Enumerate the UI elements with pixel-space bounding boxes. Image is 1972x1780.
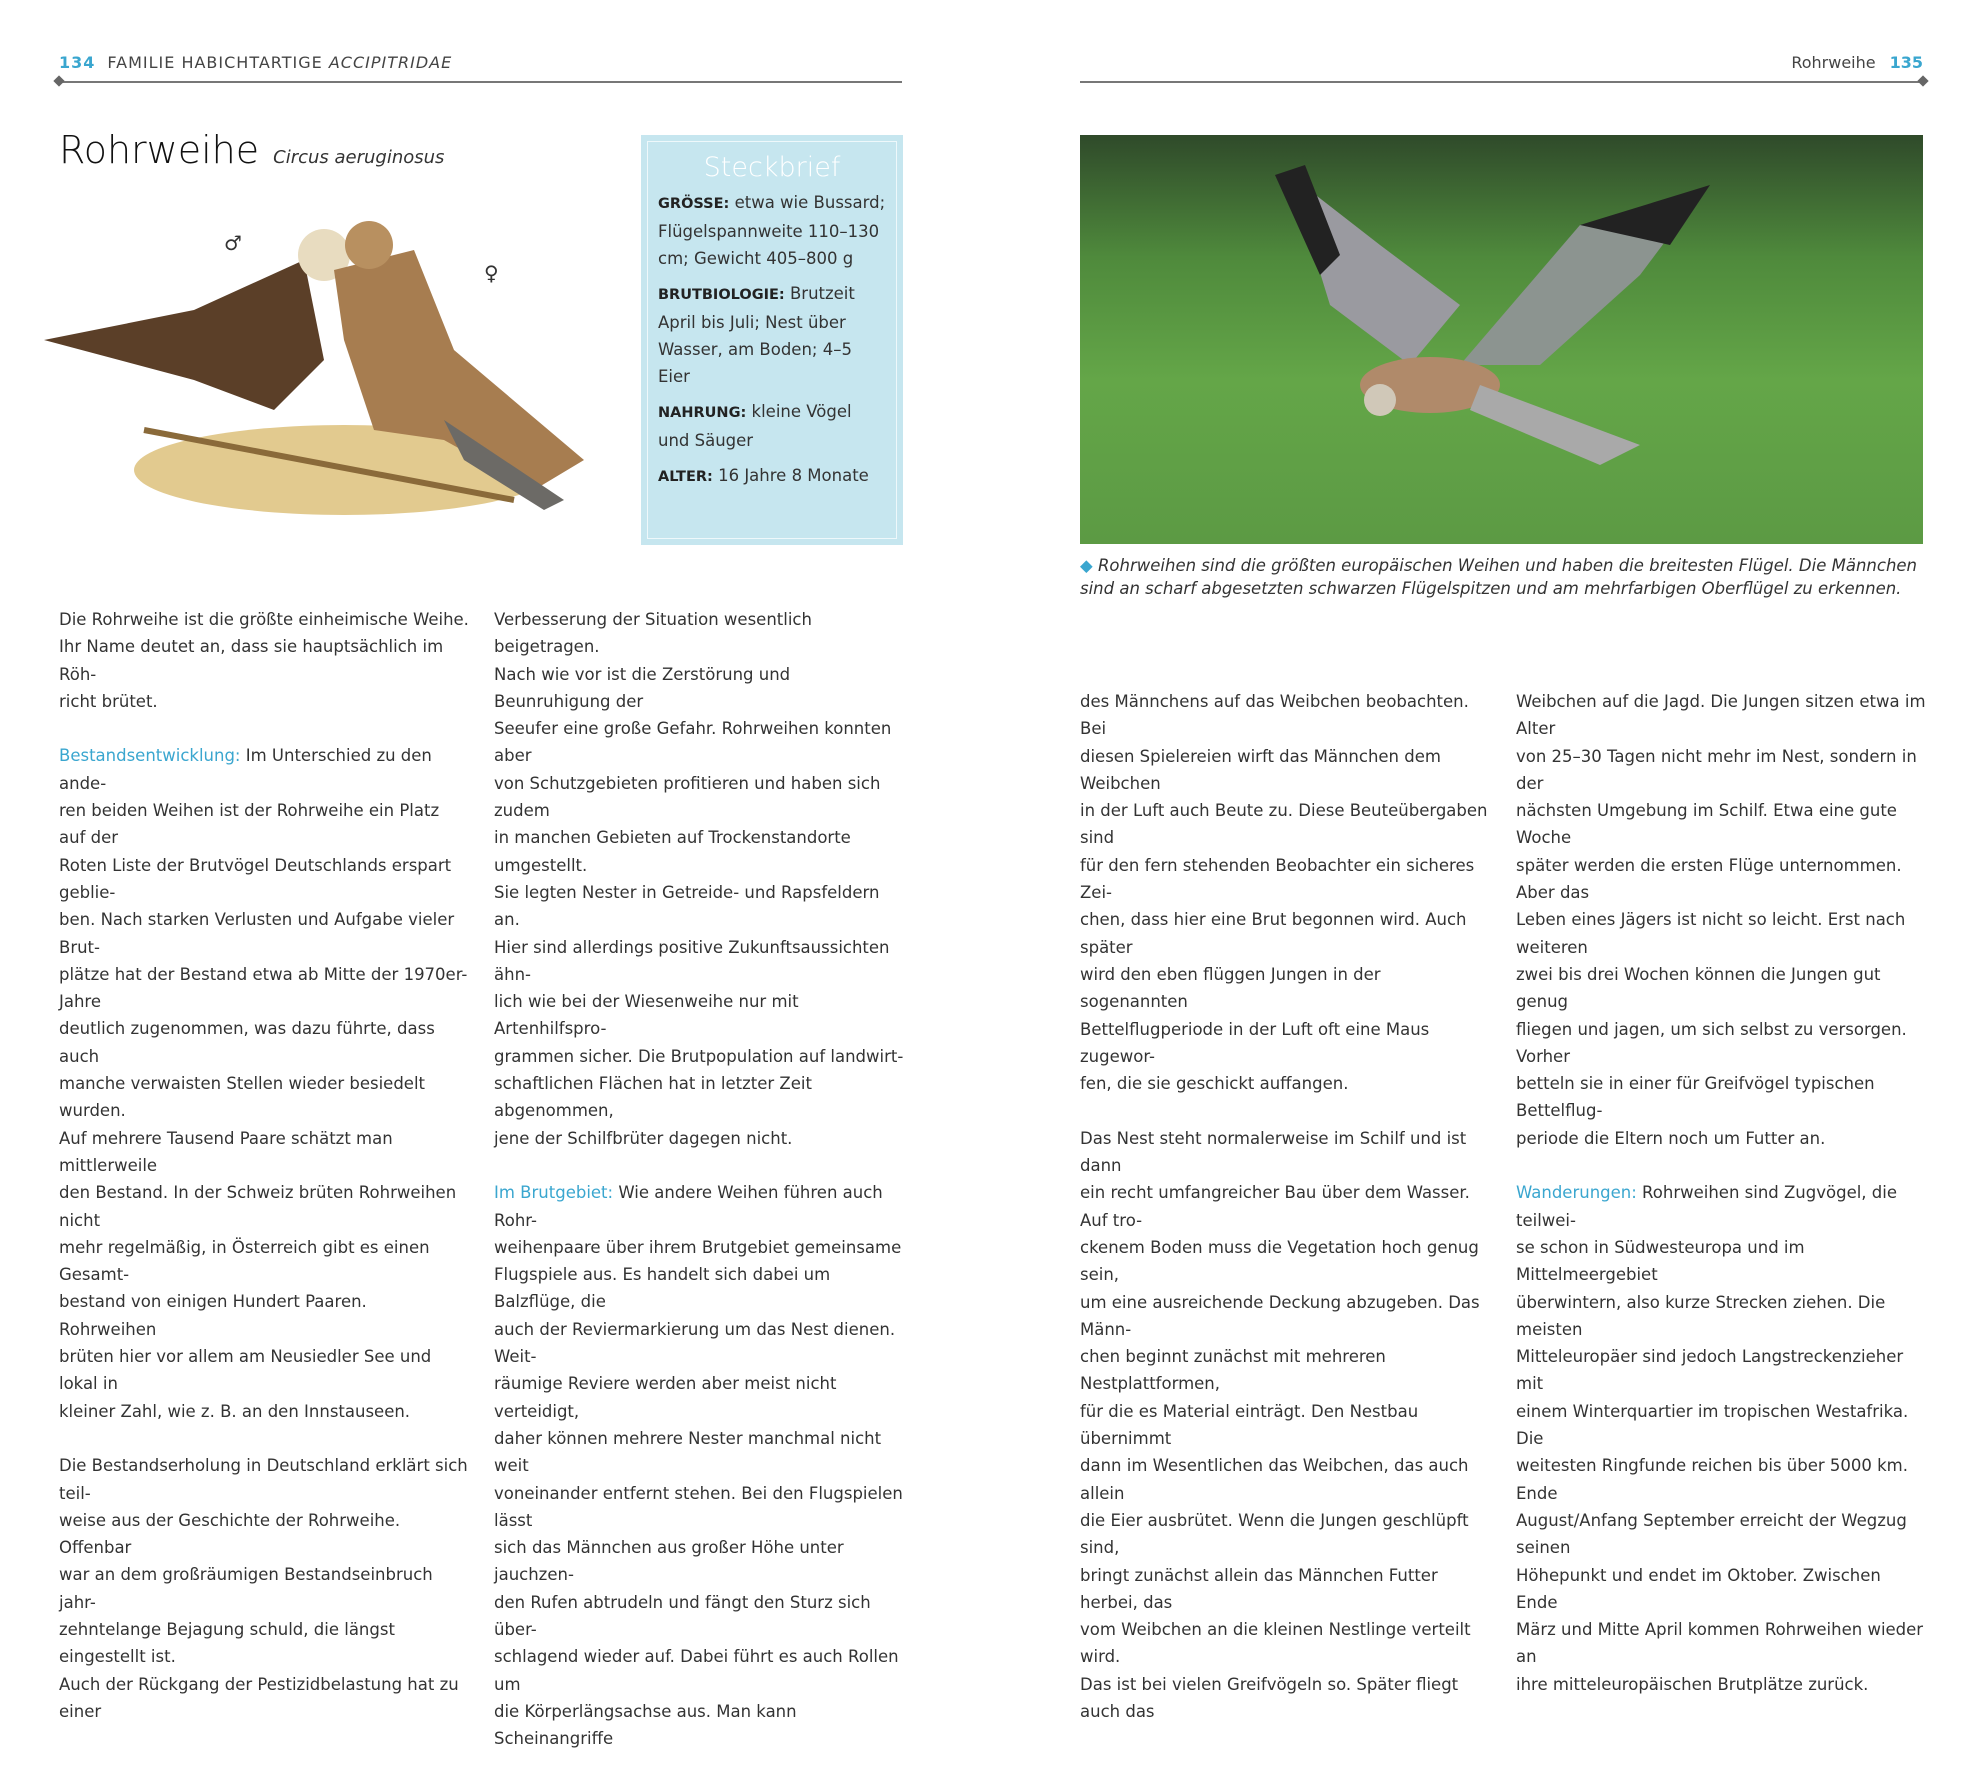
steckbrief-age: ALTER: 16 Jahre 8 Monate <box>658 466 869 485</box>
migration-paragraph: Wanderungen: Rohrweihen sind Zugvögel, die teilwei- se schon in Südwesteuropa und im Mittelmeergebiet überwintern, also kurze Strecken ziehen. Die meisten Mitteleuropäer sind jedoch Langstreckenzieher mit einem Winterquartier im tropischen Westafrika. Die weitesten Ringfunde reichen bis über 5000 km. Ende August/Anfang September erreicht der Wegzug seinen Höhepunkt und endet im Oktober. Zwischen Ende März und Mitte April kommen Rohrweihen wieder an ihre mitteleuropäischen Brutplätze zurück. <box>1516 1183 1924 1694</box>
situation-paragraph: Verbesserung der Situation wesentlich beigetragen. Nach wie vor ist die Zerstörung und Beunruhigung der Seeufer eine große Gefahr. Rohrweihen konnten aber von Schutzgebieten profitieren und haben sich zudem in manchen Gebieten auf Trockenstandorte umgestellt. Sie legten Nester in Getreide- und Rapsfeldern an. Hier sind allerdings positive Zukunftsaussichten ähn- lich wie bei der Wiesenweihe nur mit Artenhilfspro- grammen sicher. Die Brutpopulation auf landwirt- schaftlichen Flächen hat in letzter Zeit abgenommen, jene der Schilfbrüter dagegen nicht. <box>494 610 904 1148</box>
male-symbol: ♂ <box>224 231 242 255</box>
steckbrief-size: GRÖSSE: etwa wie Bussard; Flügelspannweite 110–130 cm; Gewicht 405–800 g <box>658 193 886 268</box>
photo-caption: ◆ Rohrweihen sind die größten europäischen Weihen und haben die breitesten Flügel. Die Männchen sind an scharf abgesetzten schwarzen Flügelspitzen und am mehrfarbigen Oberflügel zu erkennen. <box>1080 556 1918 598</box>
courtship-paragraph: des Männchens auf das Weibchen beobachten. Bei diesen Spielereien wirft das Männchen dem Weibchen in der Luft auch Beute zu. Diese Beuteübergaben sind für den fern stehenden Beobachter ein sicheres Zei- chen, dass hier eine Brut begonnen wird. Auch später wird den eben flüggen Jungen in der sogenannten Bettelflugperiode in der Luft oft eine Maus zugewor- fen, die sie geschickt auffangen. <box>1080 692 1488 1094</box>
rule-diamond-right <box>1917 75 1928 86</box>
steckbrief-box <box>641 135 903 545</box>
rule-diamond-left <box>53 75 64 86</box>
text-column-3 <box>1080 688 1490 1753</box>
flying-harrier-photo <box>1080 135 1923 544</box>
breeding-area-paragraph: Im Brutgebiet: Wie andere Weihen führen auch Rohr- weihenpaare über ihrem Brutgebiet gemeinsame Flugspiele aus. Es handelt sich dabei um Balzflüge, die auch der Reviermarkierung um das Nest dienen. Weit- räumige Reviere werden aber meist nicht verteidigt, daher können mehrere Nester manchmal nicht weit voneinander entfernt stehen. Bei den Flugspielen lässt sich das Männchen aus großer Höhe unter jauchzen- den Rufen abtrudeln und fängt den Sturz sich über- schlagend wieder auf. Dabei führt es auch Rollen um die Körperlängsachse aus. Man kann Scheinangriffe <box>494 1183 903 1749</box>
text-column-2 <box>494 606 904 1780</box>
species-latin: Circus aeruginosus <box>273 147 445 168</box>
steckbrief-breeding: BRUTBIOLOGIE: Brutzeit April bis Juli; Nest über Wasser, am Boden; 4–5 Eier <box>658 284 855 386</box>
population-paragraph: Bestandsentwicklung: Im Unterschied zu den ande- ren beiden Weihen ist der Rohrweihe ein Platz auf der Roten Liste der Brutvögel Deutschlands erspart geblie- ben. Nach starken Verlusten und Aufgabe vieler Brut- plätze hat der Bestand etwa ab Mitte der 1970er-Jahre deutlich zugenommen, was dazu führte, dass auch manche verwaisten Stellen wieder besiedelt wurden. Auf mehrere Tausend Paare schätzt man mittlerweile den Bestand. In der Schweiz brüten Rohrweihen nicht mehr regelmäßig, in Österreich gibt es einen Gesamt- bestand von einigen Hundert Paaren. Rohrweihen brüten hier vor allem am Neusiedler See und lokal in kleiner Zahl, wie z. B. an den Innstauseen. <box>59 746 468 1421</box>
right-page-number: 135 <box>1889 53 1923 72</box>
species-name: Rohrweihe <box>59 128 260 172</box>
nest-paragraph: Das Nest steht normalerweise im Schilf und ist dann ein recht umfangreicher Bau über dem Wasser. Auf tro- ckenem Boden muss die Vegetation hoch genug sein, um eine ausreichende Deckung abzugeben. Das Männ- chen beginnt zunächst mit mehreren Nestplattformen, für die es Material einträgt. Den Nestbau übernimmt dann im Wesentlichen das Weibchen, das auch allein die Eier ausbrütet. Wenn die Jungen geschlüpft sind, bringt zunächst allein das Männchen Futter herbei, das vom Weibchen an die kleinen Nestlinge verteilt wird. Das ist bei vielen Greifvögeln so. Später fliegt auch das <box>1080 1128 1480 1721</box>
left-running-header <box>59 53 452 72</box>
left-header-title: FAMILIE HABICHTARTIGE <box>107 53 329 72</box>
intro-paragraph: Die Rohrweihe ist die größte einheimische Weihe. Ihr Name deutet an, dass sie hauptsächlich im Röh- richt brütet. <box>59 610 469 711</box>
left-header-family: ACCIPITRIDAE <box>328 53 453 72</box>
steckbrief-title: Steckbrief <box>703 152 841 183</box>
right-header-title: Rohrweihe <box>1791 53 1876 72</box>
right-running-header <box>1791 53 1923 72</box>
fledging-paragraph: Weibchen auf die Jagd. Die Jungen sitzen etwa im Alter von 25–30 Tagen nicht mehr im Nest, sondern in der nächsten Umgebung im Schilf. Etwa eine gute Woche später werden die ersten Flüge unternommen. Aber das Leben eines Jägers ist nicht so leicht. Erst nach weiteren zwei bis drei Wochen können die Jungen gut genug fliegen und jagen, um sich selbst zu versorgen. Vorher betteln sie in einer für Greifvögel typischen Bettelflug- periode die Eltern noch um Futter an. <box>1516 692 1926 1148</box>
header-rule-left <box>59 81 902 83</box>
female-symbol: ♀ <box>484 261 499 285</box>
text-column-1 <box>59 606 469 1752</box>
bird-illustration <box>44 200 594 560</box>
steckbrief-food: NAHRUNG: kleine Vögel und Säuger <box>658 402 852 450</box>
header-rule-right <box>1080 81 1923 83</box>
left-page-number: 134 <box>59 53 96 72</box>
page-title <box>59 128 444 172</box>
recovery-paragraph: Die Bestandserholung in Deutschland erklärt sich teil- weise aus der Geschichte der Rohrweihe. Offenbar war an dem großräumigen Bestandseinbruch jahr- zehntelange Bejagung schuld, die längst eingestellt ist. Auch der Rückgang der Pestizidbelastung hat zu einer <box>59 1456 468 1721</box>
text-column-4 <box>1516 688 1926 1725</box>
